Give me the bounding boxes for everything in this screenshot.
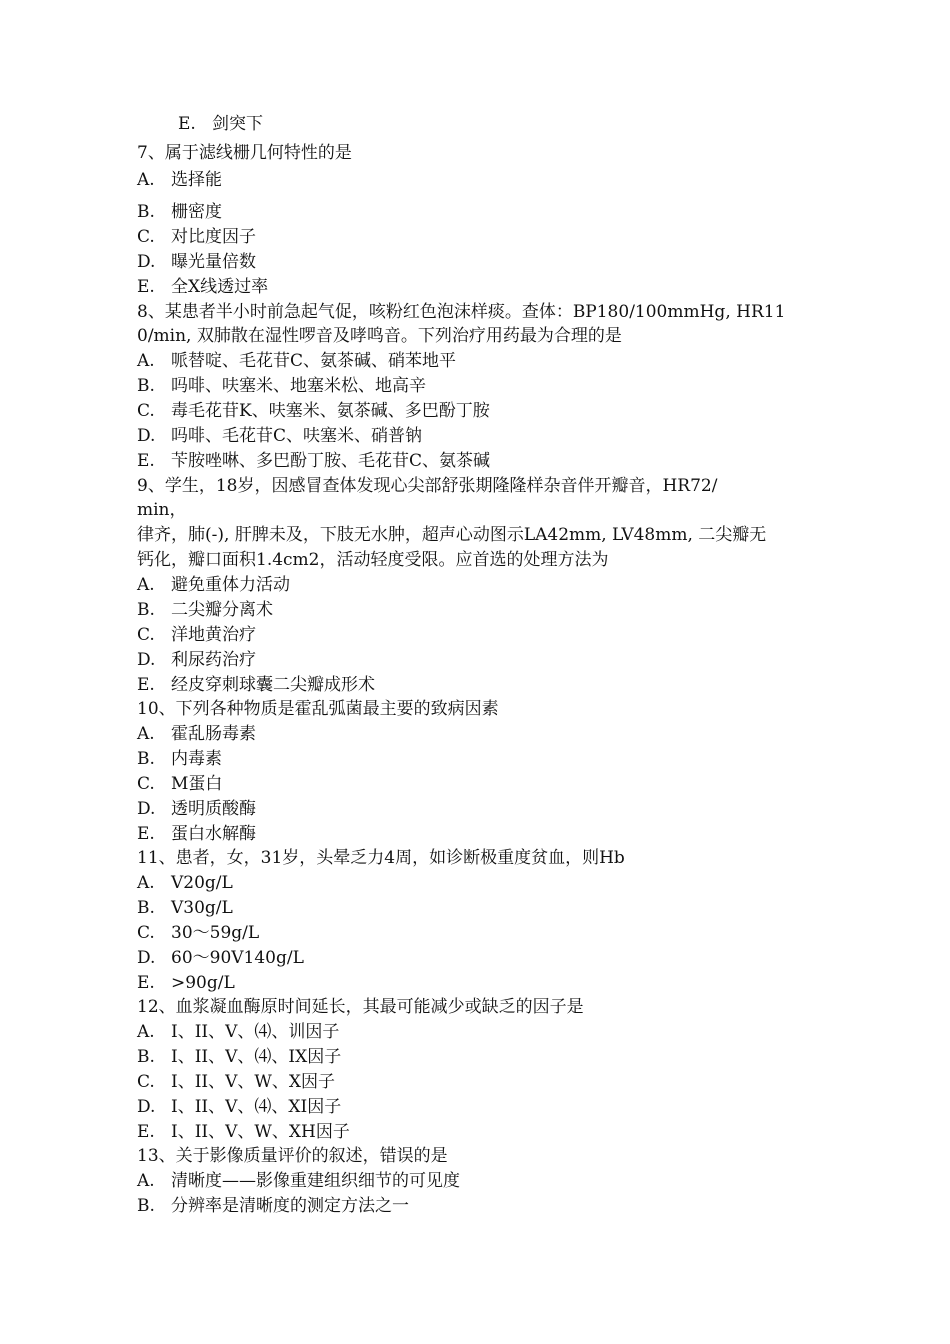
option-label: B.: [137, 202, 155, 222]
option-label: D.: [137, 1097, 156, 1117]
question-text: [137, 498, 817, 522]
option-label: A.: [137, 351, 155, 371]
answer-option: [137, 871, 817, 895]
question-line: 律齐，肺(-), 肝脾未及，下肢无水肿，超声心动图示LA42mm, LV48mm, 二尖瓣无: [137, 525, 767, 545]
option-text: 30〜59g/L: [171, 923, 260, 943]
option-label: A.: [137, 724, 155, 744]
answer-option: [137, 896, 817, 920]
option-label: A.: [137, 170, 155, 190]
option-text: 苄胺唑啉、多巴酚丁胺、毛花苷C、氨茶碱: [171, 451, 491, 471]
option-label: A.: [137, 575, 155, 595]
answer-option: [137, 797, 817, 821]
question-line: 13、关于影像质量评价的叙述，错误的是: [137, 1146, 448, 1166]
answer-option: [137, 648, 817, 672]
option-label: C.: [137, 1072, 155, 1092]
answer-option: [137, 971, 817, 995]
question-text: [137, 141, 817, 165]
option-text: I、II、V、W、XH因子: [171, 1122, 350, 1142]
option-text: 哌替啶、毛花苷C、氨茶碱、硝苯地平: [171, 351, 457, 371]
question-text: [137, 846, 817, 870]
option-text: I、II、V、⑷、IX因子: [171, 1047, 342, 1067]
question-text: [137, 474, 817, 498]
answer-option: [137, 349, 817, 373]
question-line: 钙化，瓣口面积1.4cm2，活动轻度受限。应首选的处理方法为: [137, 550, 609, 570]
option-label: D.: [137, 799, 156, 819]
option-text: M蛋白: [171, 774, 223, 794]
option-label: D.: [137, 426, 156, 446]
answer-option: [137, 250, 817, 274]
question-line: 12、血浆凝血酶原时间延长，其最可能减少或缺乏的因子是: [137, 997, 584, 1017]
answer-option: [178, 112, 858, 136]
option-label: E.: [137, 277, 155, 297]
option-text: 经皮穿刺球囊二尖瓣成形术: [171, 675, 375, 695]
option-text: 对比度因子: [171, 227, 256, 247]
answer-option: [137, 623, 817, 647]
answer-option: [137, 722, 817, 746]
question-text: [137, 697, 817, 721]
option-label: B.: [137, 376, 155, 396]
option-label: E.: [137, 973, 155, 993]
option-label: B.: [137, 1196, 155, 1216]
option-label: E.: [137, 1122, 155, 1142]
option-text: 避免重体力活动: [171, 575, 290, 595]
answer-option: [137, 573, 817, 597]
option-label: B.: [137, 898, 155, 918]
question-text: [137, 548, 817, 572]
question-text: [137, 995, 817, 1019]
option-label: E.: [137, 451, 155, 471]
question-line: 7、属于滤线栅几何特性的是: [137, 143, 352, 163]
answer-option: [137, 374, 817, 398]
option-label: E.: [137, 675, 155, 695]
option-text: 栅密度: [171, 202, 222, 222]
question-text: [137, 1144, 817, 1168]
option-text: 毒毛花苷K、呋塞米、氨茶碱、多巴酚丁胺: [171, 401, 490, 421]
option-label: B.: [137, 749, 155, 769]
answer-option: [137, 424, 817, 448]
answer-option: [137, 1020, 817, 1044]
option-text: I、II、V、⑷、训因子: [171, 1022, 340, 1042]
option-text: V30g/L: [171, 898, 233, 918]
option-text: 分辨率是清晰度的测定方法之一: [171, 1196, 409, 1216]
option-label: B.: [137, 1047, 155, 1067]
option-label: C.: [137, 923, 155, 943]
option-text: 吗啡、呋塞米、地塞米松、地高辛: [171, 376, 426, 396]
option-label: E.: [137, 824, 155, 844]
answer-option: [137, 225, 817, 249]
option-label: C.: [137, 401, 155, 421]
option-label: D.: [137, 948, 156, 968]
answer-option: [137, 946, 817, 970]
answer-option: [137, 1169, 817, 1193]
option-label: A.: [137, 1171, 155, 1191]
option-text: 剑突下: [212, 114, 263, 134]
option-text: 利尿药治疗: [171, 650, 256, 670]
option-text: 霍乱肠毒素: [171, 724, 256, 744]
answer-option: [137, 772, 817, 796]
answer-option: [137, 1045, 817, 1069]
option-label: D.: [137, 252, 156, 272]
answer-option: [137, 1095, 817, 1119]
option-label: A.: [137, 1022, 155, 1042]
answer-option: [137, 449, 817, 473]
option-text: I、II、V、⑷、XI因子: [171, 1097, 342, 1117]
option-text: 二尖瓣分离术: [171, 600, 273, 620]
answer-option: [137, 168, 817, 192]
option-label: A.: [137, 873, 155, 893]
option-text: 全X线透过率: [171, 277, 269, 297]
question-line: 11、患者，女，31岁，头晕乏力4周，如诊断极重度贫血，则Hb: [137, 848, 625, 868]
question-text: [137, 523, 817, 547]
option-text: 60〜90V140g/L: [171, 948, 304, 968]
answer-option: [137, 275, 817, 299]
option-text: V20g/L: [171, 873, 233, 893]
option-text: 蛋白水解酶: [171, 824, 256, 844]
answer-option: [137, 921, 817, 945]
option-text: 透明质酸酶: [171, 799, 256, 819]
answer-option: [137, 822, 817, 846]
answer-option: [137, 399, 817, 423]
option-label: C.: [137, 625, 155, 645]
option-text: I、II、V、W、X因子: [171, 1072, 335, 1092]
answer-option: [137, 1194, 817, 1218]
option-text: 选择能: [171, 170, 222, 190]
option-label: E.: [178, 114, 196, 134]
option-text: >90g/L: [171, 973, 235, 993]
option-text: 内毒素: [171, 749, 222, 769]
answer-option: [137, 200, 817, 224]
answer-option: [137, 598, 817, 622]
question-line: min，: [137, 500, 187, 520]
answer-option: [137, 747, 817, 771]
answer-option: [137, 1120, 817, 1144]
question-line: 9、学生，18岁，因感冒查体发现心尖部舒张期隆隆样杂音伴开瓣音，HR72/: [137, 476, 718, 496]
option-label: D.: [137, 650, 156, 670]
option-label: B.: [137, 600, 155, 620]
question-line: 10、下列各种物质是霍乱弧菌最主要的致病因素: [137, 699, 499, 719]
option-label: C.: [137, 227, 155, 247]
option-label: C.: [137, 774, 155, 794]
option-text: 清晰度——影像重建组织细节的可见度: [171, 1171, 460, 1191]
answer-option: [137, 1070, 817, 1094]
option-text: 洋地黄治疗: [171, 625, 256, 645]
question-text: [137, 324, 817, 348]
option-text: 吗啡、毛花苷C、呋塞米、硝普钠: [171, 426, 423, 446]
question-text: [137, 300, 817, 324]
question-line: 0/min, 双肺散在湿性啰音及哮鸣音。下列治疗用药最为合理的是: [137, 326, 622, 346]
question-line: 8、某患者半小时前急起气促，咳粉红色泡沫样痰。查体：BP180/100mmHg, HR11: [137, 302, 786, 322]
answer-option: [137, 673, 817, 697]
option-text: 曝光量倍数: [171, 252, 256, 272]
